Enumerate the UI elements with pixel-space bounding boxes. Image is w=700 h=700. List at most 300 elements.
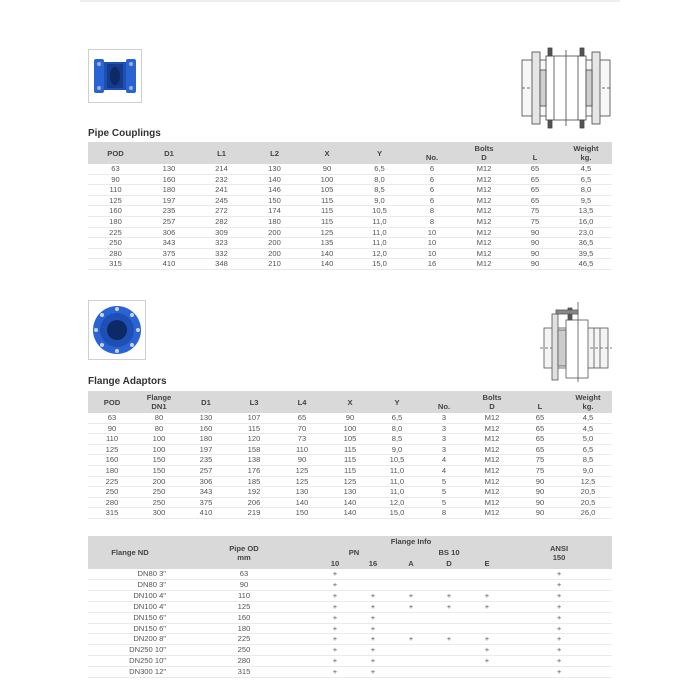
col-x: X [326, 391, 374, 413]
table-cell: 180 [248, 216, 301, 227]
table-cell: + [506, 579, 612, 590]
col-bolts-no [406, 142, 458, 164]
table-cell: 150 [248, 195, 301, 206]
table-cell: M12 [458, 238, 510, 249]
table-cell: 5 [420, 497, 468, 508]
table-cell: 115 [326, 444, 374, 455]
col-flange-dn1 [136, 391, 182, 413]
table-cell: 348 [195, 259, 248, 270]
table-cell: 90 [88, 174, 143, 185]
table-cell: 180 [88, 216, 143, 227]
table-cell: 70 [278, 423, 326, 434]
table-cell [392, 656, 430, 667]
table-cell: M12 [458, 206, 510, 217]
table-cell: 15,0 [374, 508, 420, 519]
table-cell: 115 [326, 455, 374, 466]
col-ansi [506, 536, 612, 569]
table-cell: + [506, 656, 612, 667]
table-row [88, 601, 612, 612]
table-cell: 100 [136, 444, 182, 455]
table-cell: + [316, 656, 354, 667]
table-cell: 11,0 [353, 238, 406, 249]
table-cell: 232 [195, 174, 248, 185]
table-cell [430, 645, 468, 656]
table-cell: 200 [248, 248, 301, 259]
table-cell: 10,5 [374, 455, 420, 466]
pipe-couplings-title: Pipe Couplings [88, 128, 161, 139]
table-cell: 65 [516, 413, 564, 423]
table-cell: 65 [516, 423, 564, 434]
table-cell: 257 [182, 465, 230, 476]
table-cell: 150 [136, 465, 182, 476]
table-cell: 120 [230, 434, 278, 445]
table-cell: 206 [230, 497, 278, 508]
col-flange-info: Flange Info [316, 536, 506, 547]
table-cell: DN150 6" [88, 612, 172, 623]
table-cell: 110 [88, 185, 143, 196]
table-row [88, 259, 612, 270]
table-cell: 110 [88, 434, 136, 445]
col-weight [564, 391, 612, 413]
table-cell: + [430, 590, 468, 601]
table-cell: 80 [136, 413, 182, 423]
table-cell: 80 [136, 423, 182, 434]
table-cell: 125 [278, 465, 326, 476]
table-cell: 4 [420, 455, 468, 466]
table-cell: + [392, 601, 430, 612]
table-cell: 160 [88, 206, 143, 217]
table-cell: 6 [406, 185, 458, 196]
table-cell: 65 [278, 413, 326, 423]
table-cell: 219 [230, 508, 278, 519]
table-cell: 130 [248, 164, 301, 174]
table-cell: 140 [301, 259, 353, 270]
flange-adaptors-body [88, 413, 612, 518]
table-cell: 174 [248, 206, 301, 217]
table-cell: 315 [88, 508, 136, 519]
table-row [88, 612, 612, 623]
table-cell: + [354, 623, 392, 634]
table-cell: M12 [468, 413, 516, 423]
table-cell: M12 [468, 476, 516, 487]
table-cell: 11,0 [374, 465, 420, 476]
table-cell: 6 [406, 195, 458, 206]
table-cell: 115 [301, 206, 353, 217]
table-row [88, 667, 612, 678]
table-cell: 180 [182, 434, 230, 445]
table-cell: 90 [172, 579, 316, 590]
table-cell: DN200 8" [88, 634, 172, 645]
table-row [88, 579, 612, 590]
table-cell: 140 [301, 248, 353, 259]
flange-adaptors-title: Flange Adaptors [88, 376, 167, 387]
table-cell: 9,5 [560, 195, 612, 206]
table-cell: 197 [182, 444, 230, 455]
col-flange-nd: Flange ND [88, 536, 172, 569]
table-cell: 6,5 [564, 444, 612, 455]
table-cell: 140 [326, 508, 374, 519]
col-l3: L3 [230, 391, 278, 413]
table-header [88, 142, 612, 164]
table-cell: M12 [468, 465, 516, 476]
table-cell: 4,5 [564, 423, 612, 434]
flange-adaptors-table [88, 391, 612, 519]
table-cell: 12,5 [564, 476, 612, 487]
table-cell: 8 [420, 508, 468, 519]
table-cell: 63 [88, 164, 143, 174]
flange-info-table [88, 536, 612, 678]
table-cell: 90 [510, 248, 560, 259]
table-cell: 158 [230, 444, 278, 455]
table-cell: 235 [182, 455, 230, 466]
table-cell: DN100 4" [88, 590, 172, 601]
table-cell: + [430, 634, 468, 645]
table-cell: 90 [516, 508, 564, 519]
table-cell: 241 [195, 185, 248, 196]
col-d1: D1 [182, 391, 230, 413]
col-l [510, 142, 560, 164]
table-cell: 150 [136, 455, 182, 466]
table-cell: 90 [278, 455, 326, 466]
table-cell: 130 [143, 164, 195, 174]
table-row [88, 645, 612, 656]
table-cell: 200 [248, 227, 301, 238]
col-a: A [392, 558, 430, 569]
table-row [88, 465, 612, 476]
table-cell [430, 623, 468, 634]
table-cell: 225 [88, 227, 143, 238]
table-cell: 3 [420, 413, 468, 423]
table-cell: 125 [278, 476, 326, 487]
table-cell: + [506, 569, 612, 579]
ansi-class: 150 [552, 552, 566, 562]
col-e: E [468, 558, 506, 569]
table-row [88, 434, 612, 445]
col-pn10: 10 [316, 558, 354, 569]
table-cell: + [392, 634, 430, 645]
table-cell: + [354, 601, 392, 612]
table-cell: + [468, 634, 506, 645]
table-cell: M12 [468, 455, 516, 466]
pipe-couplings-body [88, 164, 612, 269]
table-cell [430, 667, 468, 678]
table-cell: + [316, 634, 354, 645]
col-dn1-label: DN1 [151, 402, 167, 411]
col-pn: PN [316, 547, 392, 558]
table-cell: 225 [88, 476, 136, 487]
table-cell: 3 [420, 423, 468, 434]
table-cell: 90 [510, 259, 560, 270]
table-cell: + [354, 667, 392, 678]
table-cell: + [316, 667, 354, 678]
table-cell: 12,0 [374, 497, 420, 508]
table-cell: 110 [278, 444, 326, 455]
table-cell: 65 [510, 185, 560, 196]
table-cell: 138 [230, 455, 278, 466]
table-cell: 65 [510, 174, 560, 185]
table-cell: + [468, 645, 506, 656]
table-cell: 115 [301, 195, 353, 206]
table-cell: + [354, 612, 392, 623]
col-l [516, 391, 564, 413]
table-cell: 180 [143, 185, 195, 196]
table-cell: + [506, 601, 612, 612]
table-cell: M12 [468, 508, 516, 519]
table-cell: M12 [468, 434, 516, 445]
table-cell: 6,5 [374, 413, 420, 423]
table-cell: 8,0 [353, 174, 406, 185]
table-cell: M12 [458, 174, 510, 185]
table-cell: 4 [420, 465, 468, 476]
table-cell: M12 [458, 227, 510, 238]
table-cell: 75 [510, 216, 560, 227]
col-pipe-od [172, 536, 316, 569]
table-cell: 343 [143, 238, 195, 249]
col-y: Y [353, 142, 406, 164]
table-cell: 214 [195, 164, 248, 174]
table-cell: 280 [88, 248, 143, 259]
table-cell: + [392, 590, 430, 601]
table-cell: 200 [136, 476, 182, 487]
table-cell: 250 [136, 497, 182, 508]
table-cell: + [506, 645, 612, 656]
table-cell: 9,0 [564, 465, 612, 476]
table-cell [468, 569, 506, 579]
table-cell [354, 579, 392, 590]
table-cell: 300 [136, 508, 182, 519]
table-cell: 160 [88, 455, 136, 466]
table-cell: 23,0 [560, 227, 612, 238]
table-cell: 185 [230, 476, 278, 487]
table-cell: 250 [88, 238, 143, 249]
table-cell: 8,0 [560, 185, 612, 196]
table-cell [392, 645, 430, 656]
table-cell [430, 579, 468, 590]
table-cell: 130 [326, 487, 374, 498]
table-cell: + [316, 645, 354, 656]
table-cell: + [316, 590, 354, 601]
table-cell: M12 [458, 164, 510, 174]
table-cell: 100 [326, 423, 374, 434]
table-cell: + [430, 601, 468, 612]
flange-adaptor-photo [88, 300, 146, 360]
table-cell [392, 667, 430, 678]
table-cell: 150 [278, 508, 326, 519]
table-cell: 11,0 [353, 227, 406, 238]
weight-unit: kg. [580, 153, 592, 162]
table-row [88, 423, 612, 434]
table-cell: 250 [172, 645, 316, 656]
table-cell: M12 [458, 216, 510, 227]
table-cell: M12 [458, 185, 510, 196]
table-cell: 280 [88, 497, 136, 508]
table-cell: 306 [182, 476, 230, 487]
table-cell: 63 [88, 413, 136, 423]
table-cell: 16,0 [560, 216, 612, 227]
table-cell: 105 [301, 185, 353, 196]
table-cell: 90 [510, 238, 560, 249]
table-row [88, 216, 612, 227]
table-row [88, 164, 612, 174]
table-cell: 90 [516, 476, 564, 487]
table-cell: 75 [516, 465, 564, 476]
col-pod: POD [88, 391, 136, 413]
bolts-label: Bolts [482, 393, 502, 402]
table-cell [468, 579, 506, 590]
table-cell: 90 [516, 487, 564, 498]
col-l-label: L [537, 401, 543, 411]
table-cell: 90 [301, 164, 353, 174]
table-cell: 257 [143, 216, 195, 227]
table-row [88, 185, 612, 196]
table-cell: + [316, 569, 354, 579]
col-d1: D1 [143, 142, 195, 164]
table-cell: 10,5 [353, 206, 406, 217]
table-cell: 160 [143, 174, 195, 185]
table-cell: DN250 10" [88, 645, 172, 656]
weight-unit: kg. [582, 402, 594, 411]
table-cell: 375 [143, 248, 195, 259]
table-cell: M12 [458, 259, 510, 270]
table-cell: 90 [516, 497, 564, 508]
table-cell: 10 [406, 238, 458, 249]
table-row [88, 206, 612, 217]
table-row [88, 590, 612, 601]
table-cell [392, 623, 430, 634]
table-cell: 280 [172, 656, 316, 667]
table-cell: 6 [406, 174, 458, 185]
pipe-coupling-drawing [518, 46, 614, 130]
table-cell: 39,5 [560, 248, 612, 259]
flange-adaptor-drawing [538, 300, 614, 382]
table-cell: 250 [136, 487, 182, 498]
table-cell: 9,0 [374, 444, 420, 455]
col-y: Y [374, 391, 420, 413]
table-cell: 197 [143, 195, 195, 206]
table-cell: + [506, 612, 612, 623]
pipe-couplings-table [88, 142, 612, 270]
table-row [88, 413, 612, 423]
table-cell: DN80 3" [88, 569, 172, 579]
table-cell: 176 [230, 465, 278, 476]
table-cell: 10 [406, 227, 458, 238]
table-cell: + [506, 667, 612, 678]
table-cell: 125 [301, 227, 353, 238]
table-cell: 65 [510, 195, 560, 206]
table-cell: 140 [278, 497, 326, 508]
table-cell: 11,0 [374, 487, 420, 498]
table-cell: 4,5 [564, 413, 612, 423]
table-cell: 245 [195, 195, 248, 206]
table-cell [468, 623, 506, 634]
col-bolts-d [458, 142, 510, 164]
table-cell: 180 [88, 465, 136, 476]
table-cell: 130 [278, 487, 326, 498]
table-cell: 225 [172, 634, 316, 645]
table-cell: + [354, 634, 392, 645]
col-flange-label: Flange [146, 393, 172, 402]
table-cell: 343 [182, 487, 230, 498]
table-cell: 13,5 [560, 206, 612, 217]
table-cell: DN80 3" [88, 579, 172, 590]
table-cell: 235 [143, 206, 195, 217]
table-cell: 8,5 [353, 185, 406, 196]
table-cell: 6,5 [353, 164, 406, 174]
table-cell: 8,5 [374, 434, 420, 445]
table-cell: 8 [406, 206, 458, 217]
table-cell: 130 [182, 413, 230, 423]
table-cell: DN150 6" [88, 623, 172, 634]
table-cell: 90 [510, 227, 560, 238]
pipe-coupling-photo [88, 49, 142, 103]
table-row [88, 476, 612, 487]
col-x: X [301, 142, 353, 164]
table-cell: 105 [326, 434, 374, 445]
col-l4: L4 [278, 391, 326, 413]
pipe-od-unit: mm [237, 552, 251, 562]
table-header-group [88, 536, 612, 547]
col-l1: L1 [195, 142, 248, 164]
table-cell: 65 [516, 434, 564, 445]
table-cell: 65 [516, 444, 564, 455]
table-cell: 282 [195, 216, 248, 227]
table-cell: M12 [458, 195, 510, 206]
table-row [88, 174, 612, 185]
table-row [88, 508, 612, 519]
table-cell: M12 [468, 444, 516, 455]
table-cell: DN300 12" [88, 667, 172, 678]
table-cell: 375 [182, 497, 230, 508]
table-cell: + [316, 623, 354, 634]
table-cell: 315 [172, 667, 316, 678]
table-row [88, 569, 612, 579]
table-cell: 8,0 [374, 423, 420, 434]
col-bolts-no-label: No. [425, 152, 439, 162]
table-cell: DN100 4" [88, 601, 172, 612]
table-cell [392, 579, 430, 590]
table-cell: 63 [172, 569, 316, 579]
table-cell: 135 [301, 238, 353, 249]
table-cell: 3 [420, 444, 468, 455]
table-cell: 315 [88, 259, 143, 270]
table-cell: + [468, 601, 506, 612]
table-row [88, 656, 612, 667]
col-bs10: BS 10 [392, 547, 506, 558]
table-cell: 210 [248, 259, 301, 270]
table-cell: 250 [88, 487, 136, 498]
table-cell: + [316, 601, 354, 612]
table-row [88, 248, 612, 259]
table-cell: 90 [88, 423, 136, 434]
weight-label: Weight [575, 393, 601, 402]
col-d: D [430, 558, 468, 569]
table-cell: + [468, 590, 506, 601]
table-cell: 20,5 [564, 497, 612, 508]
table-cell: + [316, 612, 354, 623]
table-cell: 309 [195, 227, 248, 238]
table-cell: 75 [516, 455, 564, 466]
table-cell: 410 [143, 259, 195, 270]
table-cell: 100 [136, 434, 182, 445]
col-bolts-d-label: D [481, 153, 487, 162]
table-cell [430, 569, 468, 579]
table-cell: M12 [468, 487, 516, 498]
table-cell: 6 [406, 164, 458, 174]
table-cell: 8,5 [564, 455, 612, 466]
table-cell: 125 [88, 195, 143, 206]
table-header [88, 391, 612, 413]
col-weight [560, 142, 612, 164]
